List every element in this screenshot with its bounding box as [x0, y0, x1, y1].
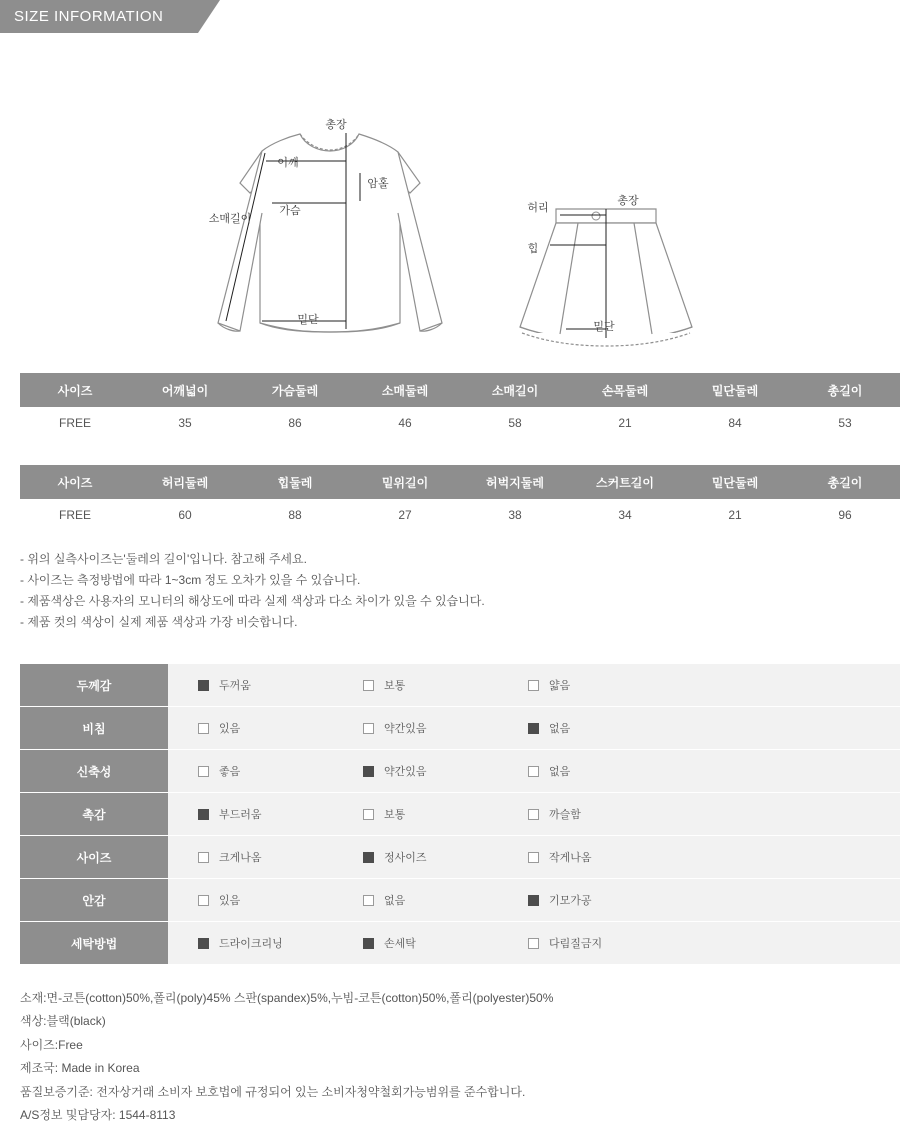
label-top-hem: 밑단: [297, 314, 319, 326]
attr-option-label: 부드러움: [219, 809, 262, 821]
attr-option[interactable]: [198, 806, 333, 822]
attr-options-thickness: [168, 664, 900, 707]
cell-size: FREE: [20, 499, 130, 531]
attr-row-thickness: [20, 664, 900, 707]
checkbox-icon[interactable]: [198, 895, 209, 906]
cell-chest: 86: [240, 407, 350, 439]
col-chest: 가슴둘레: [240, 373, 350, 407]
col-hem: 밑단둘레: [680, 373, 790, 407]
cell-shoulder-width: 35: [130, 407, 240, 439]
table-header-row: [20, 465, 900, 499]
attr-option-label: 없음: [384, 895, 406, 907]
label-skirt-waist: 허리: [527, 202, 549, 214]
attr-option[interactable]: [198, 892, 333, 908]
cell-size: FREE: [20, 407, 130, 439]
attr-label-washing: 세탁방법: [20, 922, 168, 965]
attr-options-washing: [168, 922, 900, 965]
checkbox-icon[interactable]: [528, 895, 539, 906]
checkbox-icon[interactable]: [528, 723, 539, 734]
attr-option[interactable]: [528, 763, 663, 779]
attr-option-label: 얇음: [549, 680, 571, 692]
attr-option[interactable]: [363, 935, 498, 951]
checkbox-icon[interactable]: [363, 680, 374, 691]
note-line: - 사이즈는 측정방법에 따라 1~3cm 정도 오차가 있을 수 있습니다.: [20, 573, 361, 587]
col-total-length: 총길이: [790, 465, 900, 499]
checkbox-icon[interactable]: [198, 723, 209, 734]
label-skirt-hem: 밑단: [593, 321, 615, 333]
attr-option[interactable]: [528, 892, 663, 908]
top-garment-illustration: [218, 134, 442, 332]
note-line: - 제품 컷의 색상이 실제 제품 색상과 가장 비슷합니다.: [20, 615, 298, 629]
col-wrist: 손목둘레: [570, 373, 680, 407]
attr-options-size: [168, 836, 900, 879]
attr-option-label: 좋음: [219, 766, 241, 778]
attr-option-label: 없음: [549, 766, 571, 778]
cell-sleeve-circ: 46: [350, 407, 460, 439]
checkbox-icon[interactable]: [363, 938, 374, 949]
checkbox-icon[interactable]: [198, 852, 209, 863]
col-sleeve-circ: 소매둘레: [350, 373, 460, 407]
attr-option[interactable]: [363, 677, 498, 693]
checkbox-icon[interactable]: [198, 938, 209, 949]
attr-option-label: 보통: [384, 809, 406, 821]
cell-rise: 27: [350, 499, 460, 531]
checkbox-icon[interactable]: [363, 809, 374, 820]
cell-waist: 60: [130, 499, 240, 531]
col-waist: 허리둘레: [130, 465, 240, 499]
table-row: [20, 499, 900, 531]
page-title: SIZE INFORMATION: [14, 8, 164, 25]
attr-option[interactable]: [528, 806, 663, 822]
label-top-sleeve-length: 소매길이: [208, 213, 252, 225]
checkbox-icon[interactable]: [528, 938, 539, 949]
header-bar-tail: [198, 0, 220, 33]
attr-option[interactable]: [363, 849, 498, 865]
cell-hip: 88: [240, 499, 350, 531]
attr-options-texture: [168, 793, 900, 836]
cell-hem: 84: [680, 407, 790, 439]
label-skirt-total-length: 총장: [617, 195, 639, 207]
info-material: 소재:면-코튼(cotton)50%,폴리(poly)45% 스판(spandex)5%,누빔-코튼(cotton)50%,폴리(polyester)50%: [20, 991, 554, 1005]
checkbox-icon[interactable]: [363, 852, 374, 863]
info-as-contact: A/S정보 및담당자: 1544-8113: [20, 1107, 176, 1122]
attr-label-size: 사이즈: [20, 836, 168, 879]
attr-row-sheerness: [20, 707, 900, 750]
attr-option[interactable]: [198, 849, 333, 865]
attr-option[interactable]: [528, 720, 663, 736]
checkbox-icon[interactable]: [198, 766, 209, 777]
checkbox-icon[interactable]: [198, 680, 209, 691]
checkbox-icon[interactable]: [363, 723, 374, 734]
attr-option-label: 있음: [219, 895, 241, 907]
attr-option-label: 없음: [549, 723, 571, 735]
label-top-chest: 가슴: [279, 205, 301, 217]
table-row: [20, 407, 900, 439]
col-hip: 힙둘레: [240, 465, 350, 499]
top-size-table: [20, 373, 900, 439]
attr-option-label: 다림질금지: [549, 938, 603, 950]
diagram-svg: [0, 33, 920, 373]
attr-row-washing: [20, 922, 900, 965]
attr-label-texture: 촉감: [20, 793, 168, 836]
info-origin: 제조국: Made in Korea: [20, 1061, 140, 1076]
attr-option[interactable]: [363, 720, 498, 736]
size-notes: [20, 545, 900, 639]
checkbox-icon[interactable]: [528, 852, 539, 863]
cell-wrist: 21: [570, 407, 680, 439]
label-top-armhole: 암홀: [367, 178, 389, 190]
checkbox-icon[interactable]: [528, 809, 539, 820]
attr-option[interactable]: [198, 763, 333, 779]
checkbox-icon[interactable]: [528, 766, 539, 777]
attr-option-label: 기모가공: [549, 895, 592, 907]
label-skirt-hip: 힙: [527, 243, 539, 255]
checkbox-icon[interactable]: [363, 766, 374, 777]
attr-options-lining: [168, 879, 900, 922]
cell-thigh: 38: [460, 499, 570, 531]
label-top-shoulder: 어깨: [277, 157, 299, 169]
attr-label-elasticity: 신축성: [20, 750, 168, 793]
garment-diagram: [0, 33, 920, 373]
attr-label-lining: 안감: [20, 879, 168, 922]
cell-hem: 21: [680, 499, 790, 531]
attr-row-lining: [20, 879, 900, 922]
attr-option-label: 까슬함: [549, 809, 581, 821]
col-sleeve-length: 소매길이: [460, 373, 570, 407]
col-hem: 밑단둘레: [680, 465, 790, 499]
bottom-size-table: [20, 465, 900, 531]
col-total-length: 총길이: [790, 373, 900, 407]
attr-option-label: 보통: [384, 680, 406, 692]
attr-label-thickness: 두께감: [20, 664, 168, 707]
cell-skirt-length: 34: [570, 499, 680, 531]
attr-option-label: 드라이크리닝: [219, 938, 283, 950]
cell-total-length: 53: [790, 407, 900, 439]
attr-row-texture: [20, 793, 900, 836]
attr-option[interactable]: [363, 763, 498, 779]
attr-option-label: 작게나옴: [549, 852, 592, 864]
checkbox-icon[interactable]: [363, 895, 374, 906]
cell-total-length: 96: [790, 499, 900, 531]
info-warranty: 품질보증기준: 전자상거래 소비자 보호법에 규정되어 있는 소비자청약철회가능범위를 준수합니다.: [20, 1084, 526, 1099]
product-info: [20, 987, 900, 1127]
checkbox-icon[interactable]: [198, 809, 209, 820]
attr-options-sheerness: [168, 707, 900, 750]
attr-option-label: 정사이즈: [384, 852, 427, 864]
attr-option[interactable]: [528, 677, 663, 693]
attr-option[interactable]: [198, 677, 333, 693]
attr-option[interactable]: [198, 720, 333, 736]
table-header-row: [20, 373, 900, 407]
info-color: 색상:블랙(black): [20, 1014, 106, 1029]
col-size: 사이즈: [20, 465, 130, 499]
attr-option-label: 약간있음: [384, 766, 427, 778]
attr-option[interactable]: [363, 892, 498, 908]
col-size: 사이즈: [20, 373, 130, 407]
info-size: 사이즈:Free: [20, 1037, 83, 1052]
attribute-grid: [20, 663, 900, 965]
attr-option-label: 크게나옴: [219, 852, 262, 864]
page-header: [0, 0, 920, 33]
attr-row-size: [20, 836, 900, 879]
attr-row-elasticity: [20, 750, 900, 793]
col-rise: 밑위길이: [350, 465, 460, 499]
col-skirt-length: 스커트길이: [570, 465, 680, 499]
col-thigh: 허벅지둘레: [460, 465, 570, 499]
attr-option-label: 약간있음: [384, 723, 427, 735]
note-line: - 제품색상은 사용자의 모니터의 해상도에 따라 실제 색상과 다소 차이가 있을 수 있습니다.: [20, 594, 485, 608]
cell-sleeve-length: 58: [460, 407, 570, 439]
note-line: - 위의 실측사이즈는'둘레의 길이'입니다. 참고해 주세요.: [20, 552, 307, 566]
attr-option[interactable]: [198, 935, 333, 951]
attr-label-sheerness: 비침: [20, 707, 168, 750]
label-top-total-length: 총장: [325, 119, 347, 131]
attr-option-label: 있음: [219, 723, 241, 735]
checkbox-icon[interactable]: [528, 680, 539, 691]
attr-option[interactable]: [528, 935, 663, 951]
attr-option[interactable]: [363, 806, 498, 822]
attr-options-elasticity: [168, 750, 900, 793]
attr-option-label: 손세탁: [384, 938, 416, 950]
attr-option-label: 두꺼움: [219, 680, 251, 692]
attr-option[interactable]: [528, 849, 663, 865]
col-shoulder-width: 어깨넓이: [130, 373, 240, 407]
